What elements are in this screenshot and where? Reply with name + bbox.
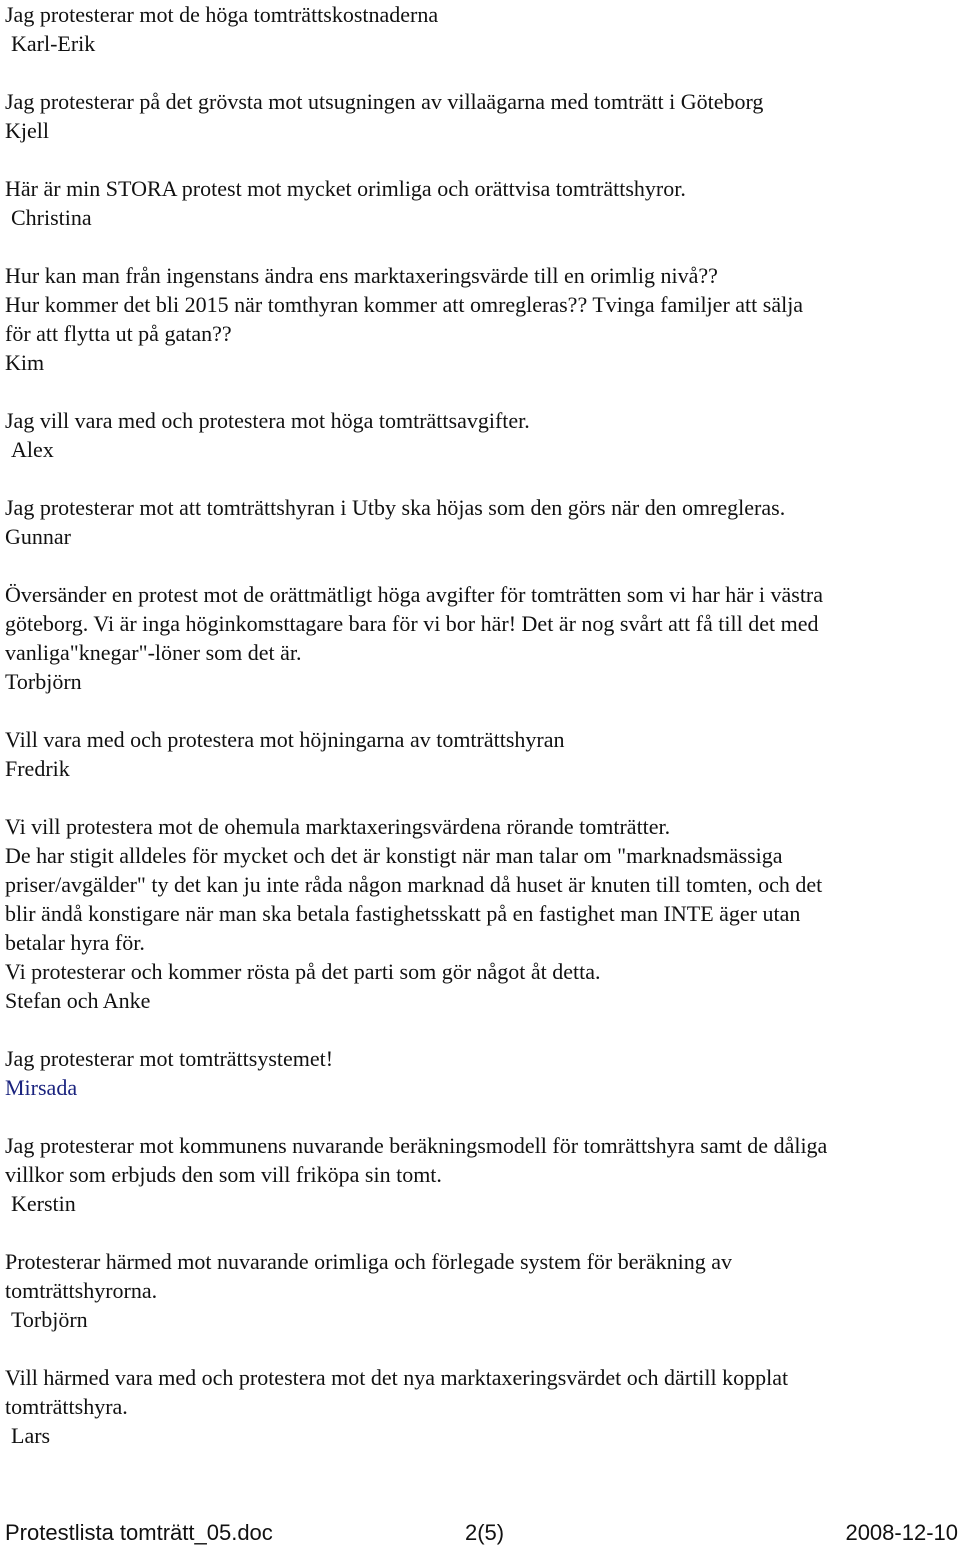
protest-text: Vill härmed vara med och protestera mot det nya marktaxeringsvärdet och därtill kopplat: [5, 1365, 789, 1390]
signer-name: Gunnar: [5, 524, 71, 549]
protest-entry: [5, 1363, 957, 1450]
protest-text: Vill vara med och protestera mot höjningarna av tomträttshyran: [5, 727, 565, 752]
protest-entry: [5, 406, 957, 464]
protest-entry: [5, 0, 957, 58]
protest-entry: [5, 174, 957, 232]
signer-name: Kjell: [5, 118, 49, 143]
protest-text: Jag protesterar mot tomträttsystemet!: [5, 1046, 334, 1071]
protest-entry: [5, 580, 957, 696]
protest-text: Jag protesterar mot kommunens nuvarande beräkningsmodell för tomrättshyra samt de dåliga: [5, 1133, 828, 1158]
signer-name: Christina: [11, 205, 92, 230]
protest-text: tomträttshyrorna.: [5, 1278, 158, 1303]
protest-entry: [5, 725, 957, 783]
protest-entry: [5, 812, 957, 1015]
signer-name: Stefan och Anke: [5, 988, 151, 1013]
protest-text: Jag protesterar mot att tomträttshyran i Utby ska höjas som den görs när den omregleras.: [5, 495, 786, 520]
protest-text: Protesterar härmed mot nuvarande orimliga och förlegade system för beräkning av: [5, 1249, 732, 1274]
page-footer: [5, 1518, 958, 1547]
protest-text: priser/avgälder" ty det kan ju inte råda någon marknad då huset är knuten till tomten, och det: [5, 872, 823, 897]
signer-name: Kerstin: [11, 1191, 76, 1216]
protest-entry: [5, 261, 957, 377]
protest-entry: [5, 1247, 957, 1334]
protest-text: Hur kommer det bli 2015 när tomthyran kommer att omregleras?? Tvinga familjer att sälja: [5, 292, 804, 317]
protest-entry: [5, 87, 957, 145]
protest-text: De har stigit alldeles för mycket och det är konstigt när man talar om "marknadsmässiga: [5, 843, 783, 868]
protest-entry: [5, 493, 957, 551]
protest-text: Jag protesterar på det grövsta mot utsugningen av villaägarna med tomträtt i Göteborg: [5, 89, 764, 114]
footer-date: 2008-12-10: [845, 1520, 958, 1545]
signer-name: Lars: [11, 1423, 51, 1448]
signer-name: Torbjörn: [5, 669, 82, 694]
protest-text: göteborg. Vi är inga höginkomsttagare bara för vi bor här! Det är nog svårt att få till det med: [5, 611, 819, 636]
protest-entry: [5, 1131, 957, 1218]
protest-text: Översänder en protest mot de orättmätligt höga avgifter för tomträtten som vi har här i västra: [5, 582, 824, 607]
footer-filename: Protestlista tomträtt_05.doc: [5, 1520, 273, 1545]
signer-name: Torbjörn: [11, 1307, 88, 1332]
protest-text: blir ändå konstigare när man ska betala fastighetsskatt på en fastighet man INTE äger utan: [5, 901, 801, 926]
protest-entries: [5, 0, 957, 1479]
signer-name: Mirsada: [5, 1075, 78, 1100]
protest-text: vanliga"knegar"-löner som det är.: [5, 640, 302, 665]
protest-text: tomträttshyra.: [5, 1394, 128, 1419]
signer-name: Kim: [5, 350, 45, 375]
protest-entry: [5, 1044, 957, 1102]
protest-text: Jag vill vara med och protestera mot höga tomträttsavgifter.: [5, 408, 530, 433]
protest-text: Hur kan man från ingenstans ändra ens marktaxeringsvärde till en orimlig nivå??: [5, 263, 718, 288]
protest-text: Jag protesterar mot de höga tomträttskostnaderna: [5, 2, 439, 27]
signer-name: Karl-Erik: [11, 31, 96, 56]
protest-text: Här är min STORA protest mot mycket orimliga och orättvisa tomträttshyror.: [5, 176, 686, 201]
protest-text: Vi vill protestera mot de ohemula marktaxeringsvärdena rörande tomträtter.: [5, 814, 671, 839]
protest-text: Vi protesterar och kommer rösta på det parti som gör något åt detta.: [5, 959, 601, 984]
protest-text: för att flytta ut på gatan??: [5, 321, 232, 346]
protest-text: betalar hyra för.: [5, 930, 145, 955]
protest-text: villkor som erbjuds den som vill friköpa sin tomt.: [5, 1162, 442, 1187]
signer-name: Fredrik: [5, 756, 70, 781]
footer-page-number: 2(5): [465, 1520, 505, 1545]
signer-name: Alex: [11, 437, 54, 462]
